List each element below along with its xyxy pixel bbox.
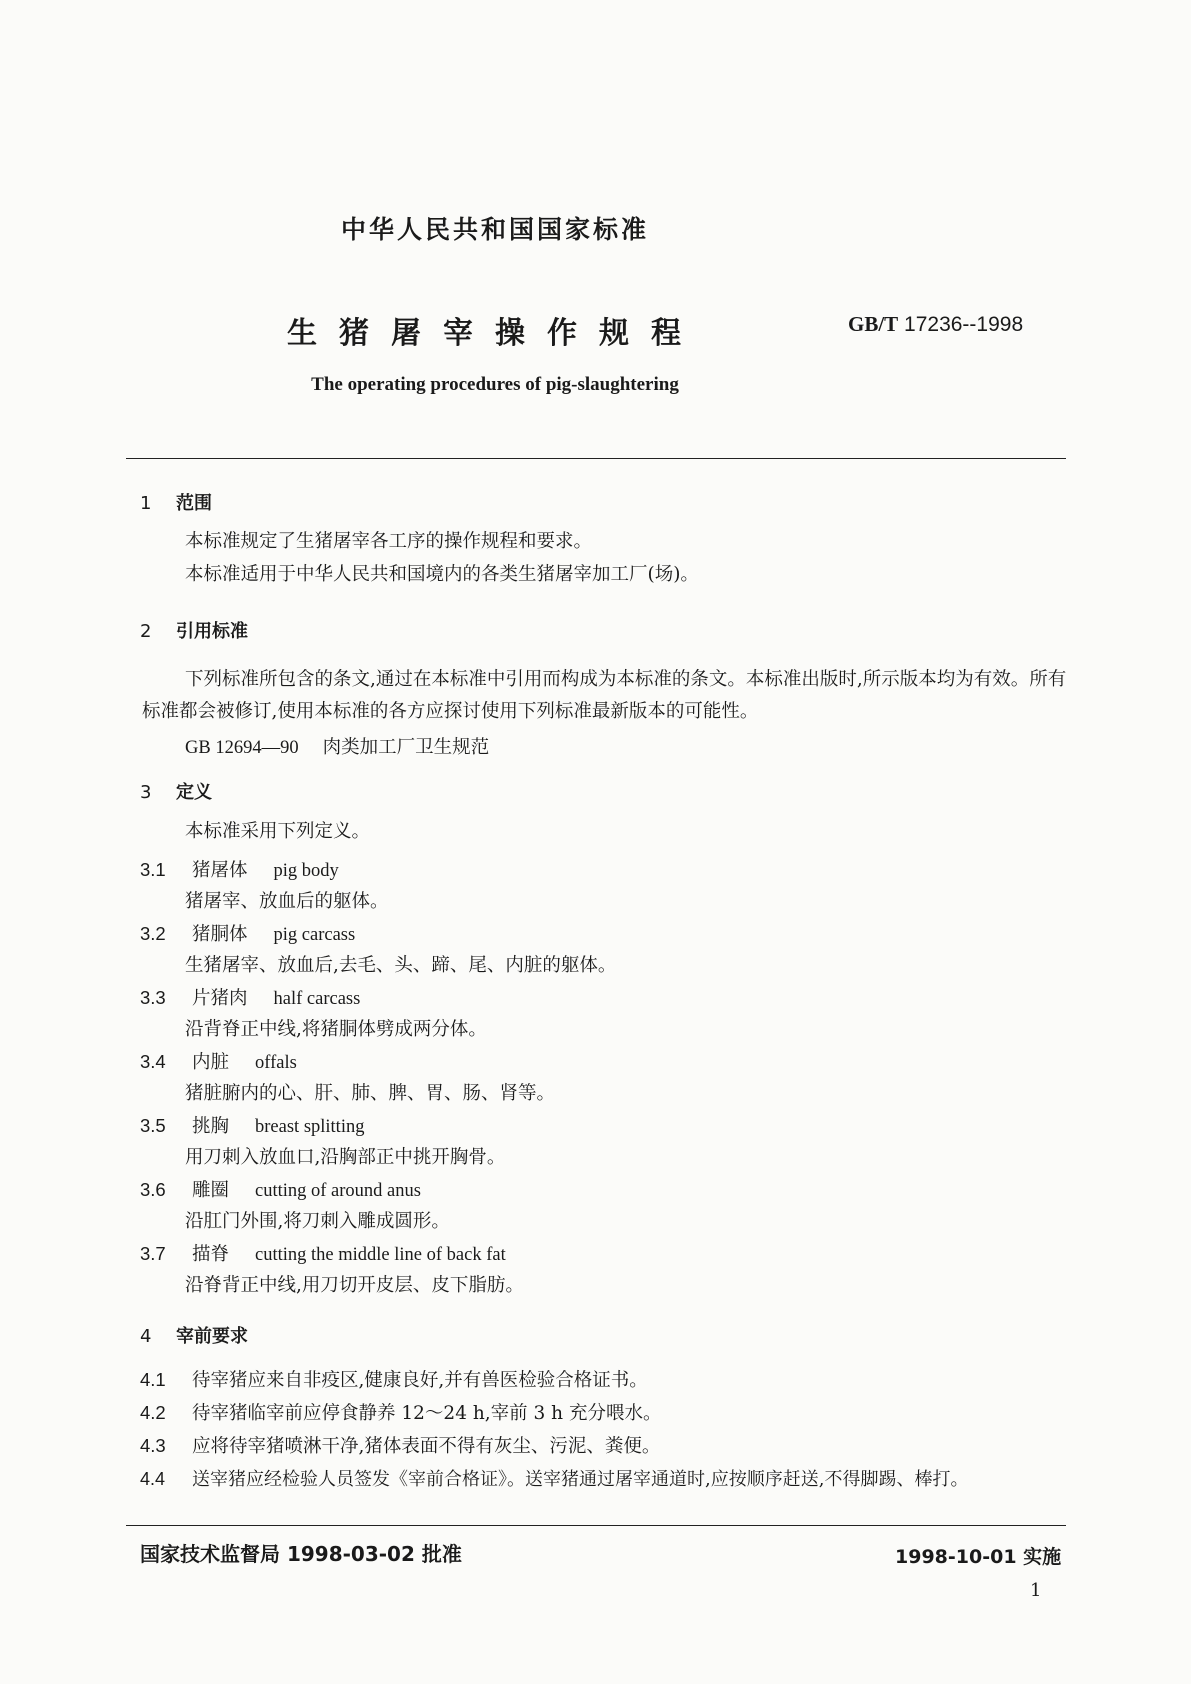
requirement-text: 待宰猪应来自非疫区,健康良好,并有兽医检验合格证书。 <box>192 1370 648 1391</box>
document-title: 生猪屠宰操作规程 <box>287 316 703 351</box>
definition-term-en: offals <box>255 1053 297 1073</box>
definition-number: 3.4 <box>140 1051 166 1072</box>
section-1-paragraph-1: 本标准规定了生猪屠宰各工序的操作规程和要求。 <box>185 531 593 552</box>
section-3-intro: 本标准采用下列定义。 <box>185 821 371 842</box>
section-number: 1 <box>140 493 152 514</box>
section-3-heading <box>140 778 212 804</box>
requirement-text: 送宰猪应经检验人员签发《宰前合格证》。送宰猪通过屠宰通道时,应按顺序赶送,不得脚踢、棒打。 <box>192 1469 969 1490</box>
requirement-item <box>140 1465 968 1491</box>
definition-number: 3.6 <box>140 1179 166 1200</box>
definition-text: 沿背脊正中线,将猪胴体劈成两分体。 <box>185 1019 487 1040</box>
definition-heading <box>140 1176 421 1202</box>
definition-term-cn: 内脏 <box>192 1052 230 1073</box>
requirement-item <box>140 1366 648 1392</box>
section-2-heading <box>140 617 248 643</box>
section-4-heading <box>140 1322 248 1348</box>
page-number: 1 <box>1030 1580 1042 1601</box>
definition-term-cn: 雕圈 <box>192 1180 230 1201</box>
section-number: 3 <box>140 782 152 803</box>
definition-text: 沿脊背正中线,用刀切开皮层、皮下脂肪。 <box>185 1275 524 1296</box>
definition-text: 沿肛门外围,将刀刺入雕成圆形。 <box>185 1211 450 1232</box>
section-number: 2 <box>140 621 152 642</box>
definition-number: 3.1 <box>140 859 166 880</box>
definition-number: 3.3 <box>140 987 166 1008</box>
definition-heading <box>140 1240 506 1266</box>
approval-line: 国家技术监督局 1998-03-02 批准 <box>140 1542 462 1566</box>
reference-code: GB 12694—90 <box>185 738 299 758</box>
section-title: 定义 <box>176 782 212 803</box>
requirement-text: 应将待宰猪喷淋干净,猪体表面不得有灰尘、污泥、粪便。 <box>192 1436 661 1457</box>
definition-term-en: cutting of around anus <box>255 1181 421 1201</box>
definition-number: 3.5 <box>140 1115 166 1136</box>
requirement-number: 4.3 <box>140 1435 166 1456</box>
footer-divider <box>126 1525 1066 1526</box>
requirement-text: 待宰猪临宰前应停食静养 12～24 h,宰前 3 h 充分喂水。 <box>192 1403 662 1424</box>
definition-heading <box>140 984 360 1010</box>
definition-text: 生猪屠宰、放血后,去毛、头、蹄、尾、内脏的躯体。 <box>185 955 617 976</box>
requirement-item <box>140 1399 661 1425</box>
section-1-paragraph-2: 本标准适用于中华人民共和国境内的各类生猪屠宰加工厂(场)。 <box>185 564 699 585</box>
definition-text: 猪脏腑内的心、肝、肺、脾、胃、肠、肾等。 <box>185 1083 556 1104</box>
requirement-item <box>140 1432 660 1458</box>
definition-term-en: cutting the middle line of back fat <box>255 1245 506 1265</box>
requirement-number: 4.2 <box>140 1402 166 1423</box>
standard-code-number: 17236--1998 <box>904 313 1024 336</box>
header-divider <box>126 458 1066 459</box>
definition-heading <box>140 920 355 946</box>
section-title: 引用标准 <box>176 621 248 642</box>
definition-number: 3.2 <box>140 923 166 944</box>
definition-heading <box>140 1112 364 1138</box>
definition-number: 3.7 <box>140 1243 166 1264</box>
definition-heading <box>140 1048 297 1074</box>
definition-heading <box>140 856 339 882</box>
definition-text: 用刀刺入放血口,沿胸部正中挑开胸骨。 <box>185 1147 506 1168</box>
section-number: 4 <box>140 1326 152 1347</box>
requirement-number: 4.1 <box>140 1369 166 1390</box>
standard-code <box>848 312 1023 337</box>
definition-term-en: pig body <box>273 861 339 881</box>
definition-term-cn: 片猪肉 <box>192 988 248 1009</box>
section-2-paragraph: 下列标准所包含的条文,通过在本标准中引用而构成为本标准的条文。本标准出版时,所示版本均为有效。所有标准都会被修订,使用本标准的各方应探讨使用下列标准最新版本的可能性。 <box>142 669 1067 722</box>
section-1-heading <box>140 489 212 515</box>
definition-term-en: half carcass <box>273 989 361 1009</box>
definition-term-cn: 描脊 <box>192 1244 230 1265</box>
requirement-number: 4.4 <box>140 1469 166 1489</box>
definition-term-cn: 猪胴体 <box>192 924 248 945</box>
english-title: The operating procedures of pig-slaughtering <box>311 374 679 395</box>
section-title: 范围 <box>176 493 212 514</box>
definition-term-cn: 猪屠体 <box>192 860 248 881</box>
definition-term-cn: 挑胸 <box>192 1116 230 1137</box>
definition-text: 猪屠宰、放血后的躯体。 <box>185 891 389 912</box>
reference-title: 肉类加工厂卫生规范 <box>322 737 490 758</box>
referenced-standard <box>185 733 489 759</box>
section-title: 宰前要求 <box>176 1326 248 1347</box>
standard-code-prefix: GB/T <box>848 312 899 336</box>
definition-term-en: pig carcass <box>273 925 356 945</box>
definition-term-en: breast splitting <box>255 1117 365 1137</box>
national-standard-title: 中华人民共和国国家标准 <box>340 215 649 244</box>
effective-date-line: 1998-10-01 实施 <box>895 1546 1062 1568</box>
